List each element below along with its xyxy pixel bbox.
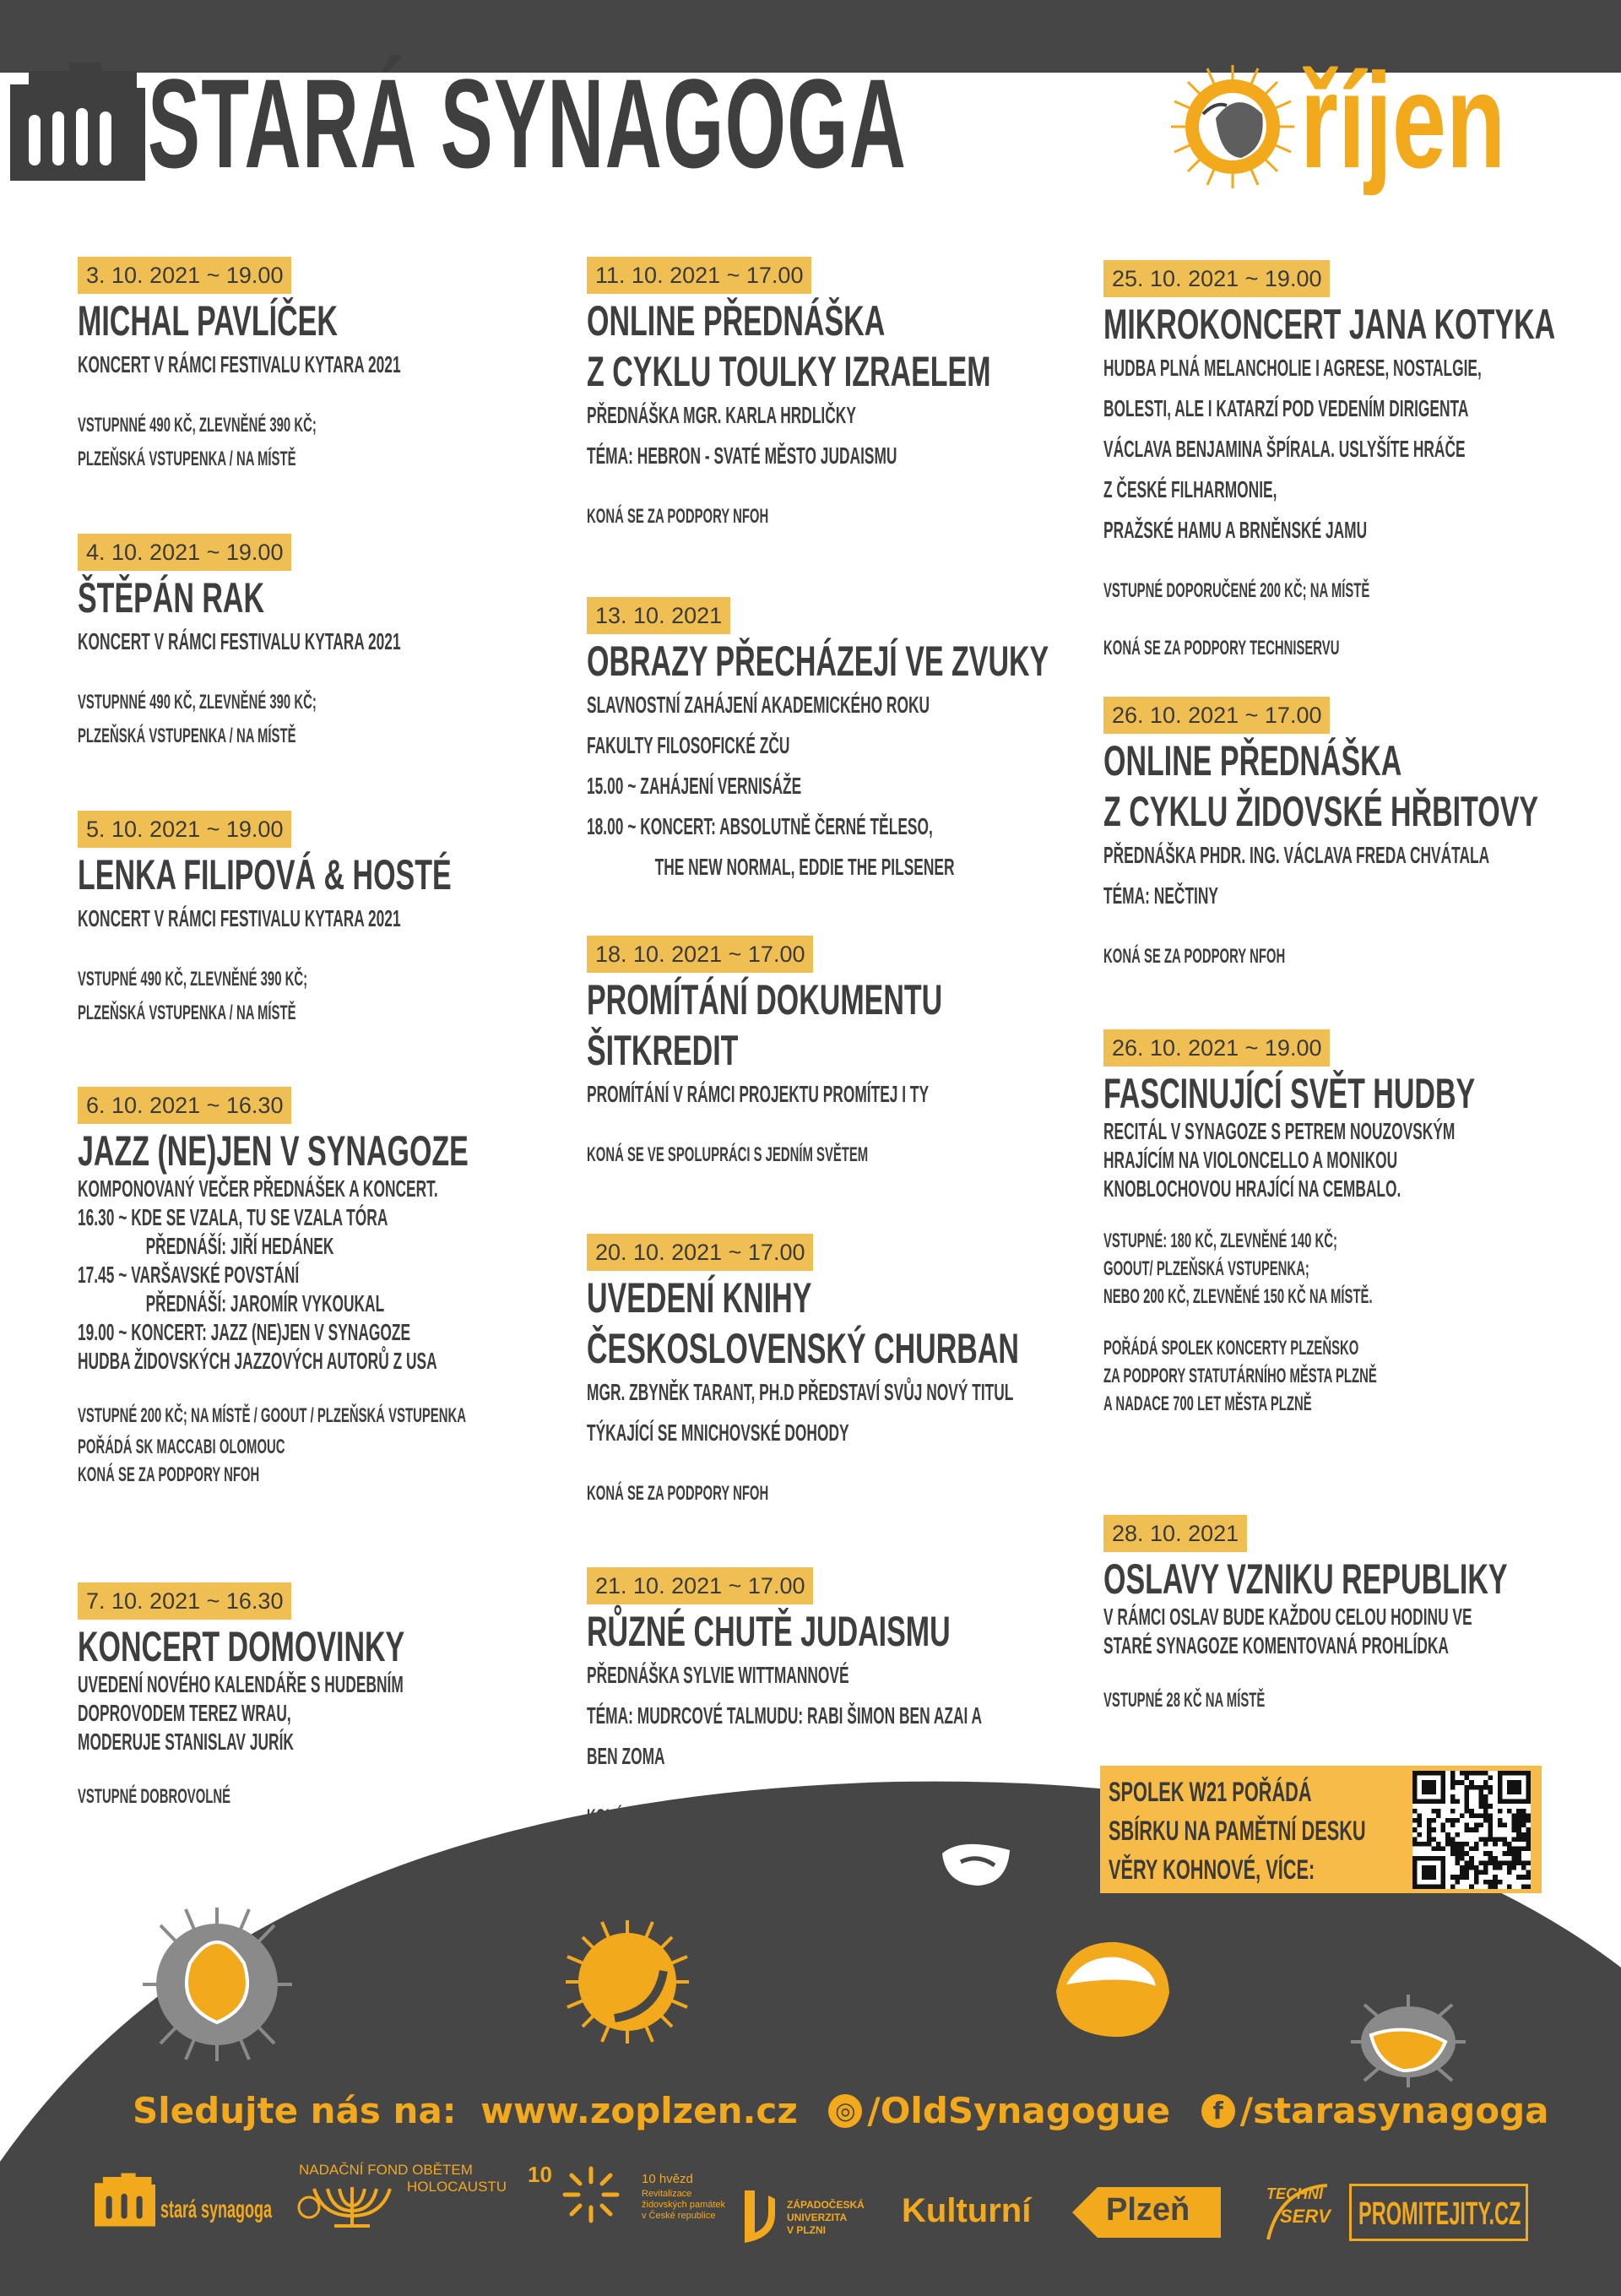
month-title: říjen [1300, 45, 1506, 196]
event-date-badge: 3. 10. 2021 ~ 19.00 [78, 257, 291, 294]
event-title: RŮZNÉ CHUTĚ JUDAISMU [587, 1608, 951, 1655]
event-detail-line: DOPROVODEM TEREZ WRAU, [78, 1700, 291, 1726]
event-title: OBRAZY PŘECHÁZEJÍ VE ZVUKY [587, 638, 1049, 685]
event-title: UVEDENÍ KNIHY [587, 1274, 812, 1322]
event-detail-line: 16.30 ~ KDE SE VZALA, TU SE VZALA TÓRA [78, 1204, 388, 1230]
event-detail-line: V RÁMCI OSLAV BUDE KAŽDOU CELOU HODINU VE [1103, 1604, 1472, 1630]
sponsor-promitej-label: PROMITEJITY.CZ [1358, 2196, 1521, 2232]
sponsor-stara-synagoga[interactable] [95, 2172, 293, 2229]
event-detail-line: VSTUPNÉ DOBROVOLNÉ [78, 1785, 231, 1808]
star-logo-icon [561, 2165, 621, 2224]
event-title: ČESKOSLOVENSKÝ CHURBAN [587, 1325, 1019, 1372]
sponsor-10-hvezd-line4: v České republice [642, 2211, 716, 2221]
event-detail-line: VSTUPNÉ: 180 KČ, ZLEVNĚNÉ 140 KČ; [1103, 1229, 1338, 1252]
event-detail-line: KONCERT V RÁMCI FESTIVALU KYTARA 2021 [78, 905, 401, 931]
event-detail-line: KONÁ SE VE SPOLUPRÁCI S JEDNÍM SVĚTEM [587, 1143, 869, 1166]
sponsor-plzen[interactable] [1072, 2187, 1221, 2238]
event-detail-line: POŘÁDÁ SPOLEK KONCERTY PLZEŇSKO [1103, 1337, 1359, 1360]
event-detail-line: BEN ZOMA [587, 1743, 665, 1769]
sponsor-plzen-label: Plzeň [1106, 2192, 1190, 2228]
follow-label: Sledujte nás na: [133, 2089, 457, 2131]
event-detail-line: NEBO 200 KČ, ZLEVNĚNÉ 150 KČ NA MÍSTĚ. [1103, 1285, 1373, 1308]
event-detail-line: PLZEŇSKÁ VSTUPENKA / NA MÍSTĚ [78, 725, 296, 747]
event-title: PROMÍTÁNÍ DOKUMENTU [587, 976, 943, 1023]
event-detail-line: TÝKAJÍCÍ SE MNICHOVSKÉ DOHODY [587, 1419, 849, 1446]
event-detail-line: KONCERT V RÁMCI FESTIVALU KYTARA 2021 [78, 351, 401, 377]
event-date-badge: 26. 10. 2021 ~ 17.00 [1103, 697, 1330, 734]
event-detail-line: THE NEW NORMAL, EDDIE THE PILSENER [654, 854, 955, 880]
event-title: MICHAL PAVLÍČEK [78, 297, 338, 345]
sponsor-zcu-line2: UNIVERZITA [787, 2212, 848, 2223]
event-date-badge: 13. 10. 2021 [587, 597, 730, 634]
event-detail-line: PŘEDNÁŠKA PHDR. ING. VÁCLAVA FREDA CHVÁTALA [1103, 842, 1490, 868]
event-detail-line: UVEDENÍ NOVÉHO KALENDÁŘE S HUDEBNÍM [78, 1671, 404, 1697]
event-detail-line: KONÁ SE ZA PODPORY NFOH [1103, 945, 1286, 968]
event-date-badge: 28. 10. 2021 [1103, 1515, 1247, 1552]
chestnut-icon [927, 1803, 1028, 1896]
qr-box-line: SBÍRKU NA PAMĚTNÍ DESKU [1109, 1816, 1366, 1846]
qr-box-line: SPOLEK W21 POŘÁDÁ [1109, 1777, 1312, 1807]
event-detail-line: TÉMA: NEČTINY [1103, 882, 1218, 909]
event-detail-line: HRAJÍCÍM NA VIOLONCELLO A MONIKOU [1103, 1147, 1398, 1173]
event-detail-line: PROMÍTÁNÍ V RÁMCI PROJEKTU PROMÍTEJ I TY [587, 1081, 930, 1107]
event-detail-line: KNOBLOCHOVOU HRAJÍCÍ NA CEMBALO. [1103, 1175, 1401, 1202]
sponsor-nadacni-fond[interactable] [297, 2162, 508, 2238]
menorah-icon [297, 2182, 407, 2231]
zcu-logo-icon [743, 2187, 777, 2246]
event-detail-line: BOLESTI, ALE I KATARZÍ POD VEDENÍM DIRIGENTA [1103, 395, 1469, 421]
event-date-badge: 25. 10. 2021 ~ 19.00 [1103, 260, 1330, 297]
event-title: ONLINE PŘEDNÁŠKA [1103, 737, 1402, 784]
facebook-link[interactable]: /starasynagoga [1239, 2089, 1549, 2131]
qr-box [1100, 1766, 1542, 1893]
event-detail-line: GOOUT/ PLZEŇSKÁ VSTUPENKA; [1103, 1257, 1309, 1280]
event-detail-line: ZA PODPORY STATUTÁRNÍHO MĚSTA PLZNĚ [1103, 1365, 1377, 1387]
event-title: KONCERT DOMOVINKY [78, 1623, 405, 1670]
event-title: Z CYKLU ŽIDOVSKÉ HŘBITOVY [1103, 788, 1539, 835]
sponsor-zcu-line3: V PLZNI [787, 2224, 827, 2236]
event-detail-line: TÉMA: MUDRCOVÉ TALMUDU: RABI ŠIMON BEN AZAI A [587, 1702, 983, 1729]
event-date-badge: 21. 10. 2021 ~ 17.00 [587, 1567, 813, 1604]
event-detail-line: VSTUPNNÉ 490 KČ, ZLEVNĚNÉ 390 KČ; [78, 414, 317, 437]
event-detail-line: RECITÁL V SYNAGOZE S PETREM NOUZOVSKÝM [1103, 1118, 1456, 1144]
event-date-badge: 18. 10. 2021 ~ 17.00 [587, 936, 813, 973]
event-title: Z CYKLU TOULKY IZRAELEM [587, 348, 991, 395]
sponsor-promitej[interactable] [1349, 2184, 1528, 2241]
chestnut-burr-icon [1349, 1993, 1467, 2090]
chestnut-half-icon [1049, 1932, 1176, 2042]
sponsor-kulturni[interactable]: Kulturní [902, 2192, 1032, 2229]
event-detail-line: PRAŽSKÉ HAMU A BRNĚNSKÉ JAMU [1103, 517, 1368, 543]
event-detail-line: HUDBA ŽIDOVSKÝCH JAZZOVÝCH AUTORŮ Z USA [78, 1348, 437, 1374]
event-date-badge: 6. 10. 2021 ~ 16.30 [78, 1087, 291, 1124]
event-detail-line: KOMPONOVANÝ VEČER PŘEDNÁŠEK A KONCERT. [78, 1175, 438, 1202]
follow-line [133, 2087, 1549, 2132]
event-detail-line: PŘEDNÁŠÍ: JAROMÍR VYKOUKAL [145, 1290, 385, 1316]
event-title: ONLINE PŘEDNÁŠKA [587, 297, 886, 345]
sponsor-stara-synagoga-label: stará synagoga [160, 2196, 273, 2223]
event-title: ŠTĚPÁN RAK [78, 574, 265, 621]
synagogue-logo-icon [95, 2172, 155, 2228]
event-detail-line: KONÁ SE ZA PODPORY NFOH [78, 1463, 260, 1486]
event-title: LENKA FILIPOVÁ & HOSTÉ [78, 851, 452, 898]
sponsor-10-hvezd[interactable] [528, 2162, 739, 2246]
event-detail-line: 15.00 ~ ZAHÁJENÍ VERNISÁŽE [587, 773, 802, 799]
event-detail-line: 17.45 ~ VARŠAVSKÉ POVSTÁNÍ [78, 1262, 300, 1288]
page-title: STARÁ SYNAGOGA [148, 52, 908, 194]
qr-box-line: VĚRY KOHNOVÉ, VÍCE: [1109, 1854, 1315, 1885]
event-detail-line: 18.00 ~ KONCERT: ABSOLUTNĚ ČERNÉ TĚLESO, [587, 813, 933, 839]
event-detail-line: VSTUPNÉ 490 KČ, ZLEVNĚNÉ 390 KČ; [78, 968, 308, 991]
event-detail-line: SLAVNOSTNÍ ZAHÁJENÍ AKADEMICKÉHO ROKU [587, 692, 930, 718]
event-detail-line: MGR. ZBYNĚK TARANT, PH.D PŘEDSTAVÍ SVŮJ NOVÝ TITUL [587, 1379, 1014, 1405]
event-detail-line: PLZEŇSKÁ VSTUPENKA / NA MÍSTĚ [78, 448, 296, 470]
event-title: OSLAVY VZNIKU REPUBLIKY [1103, 1555, 1508, 1603]
instagram-link[interactable]: /OldSynagogue [867, 2089, 1171, 2131]
event-title: FASCINUJÍCÍ SVĚT HUDBY [1103, 1070, 1476, 1117]
event-detail-line: VÁCLAVA BENJAMINA ŠPÍRALA. USLYŠÍTE HRÁČE [1103, 436, 1466, 462]
sponsor-techniserv-line1: TECHNI [1266, 2185, 1323, 2202]
event-detail-line: 19.00 ~ KONCERT: JAZZ (NE)JEN V SYNAGOZE [78, 1319, 411, 1345]
sponsor-10-hvezd-line3: židovských památek [642, 2200, 726, 2210]
event-detail-line: PŘEDNÁŠKA SYLVIE WITTMANNOVÉ [587, 1662, 849, 1688]
event-date-badge: 5. 10. 2021 ~ 19.00 [78, 811, 291, 848]
event-detail-line: KONCERT V RÁMCI FESTIVALU KYTARA 2021 [78, 628, 401, 654]
event-detail-line: VSTUPNÉ 28 KČ NA MÍSTĚ [1103, 1689, 1266, 1712]
event-date-badge: 20. 10. 2021 ~ 17.00 [587, 1234, 813, 1271]
event-date-badge: 11. 10. 2021 ~ 17.00 [587, 257, 811, 294]
sponsor-10-number: 10 [528, 2162, 552, 2187]
event-detail-line: PŘEDNÁŠKA MGR. KARLA HRDLIČKY [587, 402, 856, 428]
event-detail-line: KONÁ SE ZA PODPORY TECHNISERVU [1103, 637, 1340, 659]
event-detail-line: STARÉ SYNAGOZE KOMENTOVANÁ PROHLÍDKA [1103, 1632, 1449, 1658]
sponsor-zcu-line1: ZÁPADOČESKÁ [787, 2199, 865, 2211]
event-date-badge: 4. 10. 2021 ~ 19.00 [78, 534, 291, 571]
event-detail-line: KONÁ SE ZA PODPORY NFOH [587, 1482, 769, 1505]
event-detail-line: FAKULTY FILOSOFICKÉ ZČU [587, 732, 790, 758]
event-title: MIKROKONCERT JANA KOTYKA [1103, 301, 1556, 348]
event-detail-line: POŘÁDÁ SK MACCABI OLOMOUC [78, 1436, 285, 1458]
sponsor-zcu[interactable] [743, 2187, 895, 2248]
chestnut-burr-icon [139, 1904, 295, 2065]
website-link[interactable]: www.zoplzen.cz [480, 2089, 798, 2131]
sponsor-10-hvezd-line1: 10 hvězd [642, 2172, 693, 2186]
sponsor-techniserv-line2: SERV [1280, 2206, 1331, 2227]
sponsor-nadacni-fond-line1: NADAČNÍ FOND OBĚTEM [299, 2162, 473, 2178]
event-detail-line: HUDBA PLNÁ MELANCHOLIE I AGRESE, NOSTALGIE, [1103, 355, 1482, 381]
qr-code[interactable] [1408, 1771, 1535, 1889]
qr-box-text [1109, 1772, 1366, 1889]
event-detail-line: TÉMA: HEBRON - SVATÉ MĚSTO JUDAISMU [587, 442, 897, 469]
event-detail-line: KONÁ SE ZA PODPORY NFOH [587, 505, 769, 528]
event-detail-line: A NADACE 700 LET MĚSTA PLZNĚ [1103, 1392, 1312, 1415]
event-title: ŠITKREDIT [587, 1027, 739, 1074]
event-date-badge: 26. 10. 2021 ~ 19.00 [1103, 1029, 1330, 1067]
event-date-badge: 7. 10. 2021 ~ 16.30 [78, 1582, 291, 1620]
event-detail-line: Z ČESKÉ FILHARMONIE, [1103, 476, 1277, 502]
chestnut-burr-icon [564, 1919, 691, 2045]
event-detail-line: PLZEŇSKÁ VSTUPENKA / NA MÍSTĚ [78, 1001, 296, 1024]
event-detail-line: VSTUPNNÉ 490 KČ, ZLEVNĚNÉ 390 KČ; [78, 691, 317, 714]
sponsor-techniserv[interactable] [1263, 2180, 1331, 2248]
facebook-icon: f [1201, 2094, 1235, 2128]
sponsor-nadacni-fond-line2: HOLOCAUSTU [407, 2179, 507, 2195]
event-detail-line: PŘEDNÁŠÍ: JIŘÍ HEDÁNEK [145, 1233, 334, 1259]
event-detail-line: VSTUPNÉ DOPORUČENÉ 200 KČ; NA MÍSTĚ [1103, 579, 1370, 602]
event-title: JAZZ (NE)JEN V SYNAGOZE [78, 1127, 469, 1175]
event-detail-line: MODERUJE STANISLAV JURÍK [78, 1729, 294, 1755]
instagram-icon: ◎ [828, 2094, 862, 2128]
sponsor-10-hvezd-line2: Revitalizace [642, 2189, 692, 2199]
event-detail-line: VSTUPNÉ 200 KČ; NA MÍSTĚ / GOOUT / PLZEŇSKÁ VSTUPENKA [78, 1404, 466, 1427]
